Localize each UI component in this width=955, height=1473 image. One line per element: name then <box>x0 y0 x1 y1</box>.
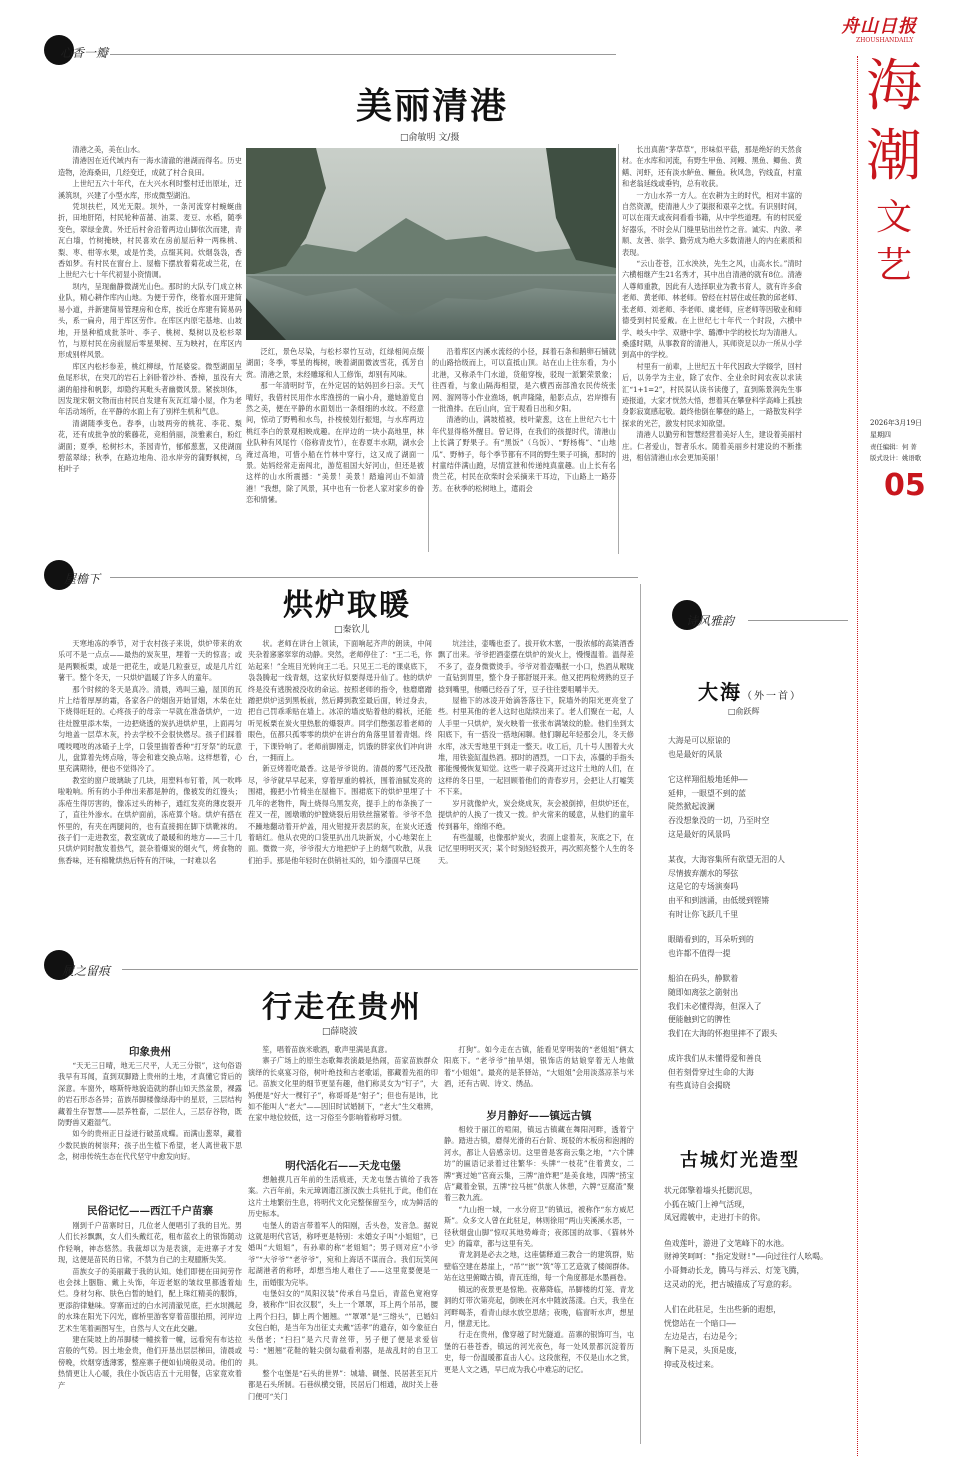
article1-column-3: 沿着库区内溪水流经的小径，踩着石条和鹅卵石铺就的山路拾级而上，可以直抵山顶。站在山上往东看，为小北港，又称杀牛门水道，货船穿梭，驳现一派繁荣景象；往西看，与象山隔海相望，是六横西南部渔农民传统张网、溜网等小作业渔场，帆声隆隆，船影点点，岩岸擦有一批渔排。在后山向，宜于观看日出和夕阳。 清港的山，满坡植被，枝叶蒙葱，这在上世纪六七十年代显得格外醒目。曾记得，在我们的孩提时代，清港山上长满了野果子。有“黑饭”（乌饭）、“野杨梅”、“山地瓜”、野柿子，每个季节都有不同的野生果子可摘，那时的村童结伴满山跑，尽情宣泄和传递纯真童趣。山上长有名贵兰花，村民在砍柴时会采摘来干耳边，下山路上一路芬芳。在秋季的松树地上，遣雨会 <box>432 347 616 493</box>
subheading-xijiang-miaozhai: 民俗记忆——西江千户苗寨 <box>87 1205 213 1217</box>
column-divider <box>618 144 619 554</box>
newspaper-logo: 舟山日报 <box>841 16 917 37</box>
newspaper-logo-en: ZHOUSHANDAILY <box>856 37 914 44</box>
article3-column-2a: 笙，唱着苗族米歌酒，歌声里满是真意。 寨子广场上的原生态歌舞表演最是热闹，苗家苗族群众演绎的长桌宴习俗，树叶绝技和古老歌谣，都藏着先祖的印记。苗族文化里的细节更显有趣，他们称灵女为“钉子”，大妈便是“好大一棵钉子”，称哥哥是“射子”；但也有是讳，比如不能叫人“老大”——因旧时试婚制下，“老大”生父难辨，在家中地位较低，这一习俗至今影响着称呼习惯。 <box>248 1045 438 1123</box>
lake-photo-illustration <box>246 148 616 340</box>
column-divider <box>640 584 641 1444</box>
article3-column-3b: 相较于丽江的喧闹，镇远古镇藏在舞阳河畔，透着宁静。踏进古镇，磨得光滑的石台阶、斑驳的木板房和泡湘的河水，都让人倍感亲切。这里曾是客商云集之地，“六个牌坊”的匾语记录着过往繁华：头牌“一枝花”住着黄女，二牌“赛过她”官商云集，三牌“油炸粑”是美食地，四牌“捞宝店”藏着金银，五牌“拉马桩”供旅人休憩，六牌“豆腐渣”聚着三教九流。 “九山抱一城，一水分府卫”的镇远，被称作“东方威尼斯”。众多文人曾在此驻足，林则徐用“两山夹溪溪水恶，一径秋烟盘山脚”惊叹其地势峰奇；夜郎国的故事、《猫林外史》的篇章，都与这里有关。 青龙洞是必去之地，这座儒释道三教合一的建筑群，贴壁临空建在悬崖上，“吊”“嵌”“筑”等工艺造就了楼阁群体。站在这里俯瞰古镇，青瓦连绵，每一个角度都是水墨画卷。 镇远的夜景更是惊艳。夜幕降临，吊脚楼的灯笼、青龙洞的灯带次第亮起，倒映在河水中随波荡漾。白天，我坐在河畔喝茶，看青山绿水放空思绪；夜晚，临窗听水声，想星月，惬意无比。 行走在贵州，像穿越了时光隧道。苗寨的银饰叮当，屯堡的石巷苍香，镇远的河光夜色，每一处风景都沉淀着历史，每一份温暖都直击人心。这段旅程，不仅是山水之赏，更是人文之遇，早已成为我心中难忘的记忆。 <box>444 1125 634 1374</box>
editor-credit: 责任编辑：何 菁 <box>870 443 917 451</box>
issue-weekday: 星期四 <box>870 431 891 439</box>
divider <box>748 620 848 621</box>
article-title-xingzou-guizhou: 行走在贵州 <box>262 990 422 1025</box>
column-divider <box>428 346 429 552</box>
section-title-wenyi-1: 文 <box>876 197 913 238</box>
article3-column-1b: 刚到千户苗寨时日，几位老人便唱引了我的目光。男人们长衫飘飘，女人们头戴红花，粗布蓝衣上的银饰随动作轻响，神态悠然。我裁却以为是表演，走进寨子才发现，这便是苗民的日常，不禁为自己的主观臆断失笑。 苗族女子的美丽藏于我的认知。她们即便在田间劳作也会抹上胭脂、戴上头饰，年迈老妪的皱纹里都透着灿烂。身材匀称、肤色白皙的她们，配上珠红精美的服饰，更添韵律魅味。穿寨而过的白水河清澈见底，拦水坝溅起的水珠在阳光下闪光，廊桥里游客穿着苗服拍照，河岸边艺术生笔着画图写生，自然与人文在此交融。 建在陡坡上的吊脚楼一幢挨着一幢，远看宛有布达拉宫般的气势。因土地金贵，他们开垦出层层梯田，清晨或傍晚，炊烟穿透薄雾，整座寨子便如仙境般灵动。他们的热情更让人心暖，我住小饭店店五十元用餐，店家竟欢着产 <box>58 1221 242 1390</box>
poem-title-suffix: （外一首） <box>742 691 802 702</box>
article2-column-2: 状。老师在讲台上领读，下面响起齐声的朗读，中间夹杂着窸窸窣窣的动静。突然，老师停住了：“王二毛，你站起来！”全班目光转向王二毛。只见王二毛的课桌底下，袅袅腾起一线青烟，这家伙好似要得逞升仙了。他的烘炉终是没有逃脱被没收的命运。按照老师的指令，他磨磨蹭蹭把烘炉送到黑板前，然后蹲到教室最后面，转过身去，把自己罚乖乖贴在墙上。冰凉的墙皮贴着他的棉袄，还能听见板栗在炭火里热胀的爆裂声。同学们憋强忍着老师的眼色，伍都只孤零零的烘炉在讲台的角落里冒着青烟。终于，下课铃响了。老师前脚刚走，饥饿的胖家伙们冲向讲台，一拥而上。 新豆烤着吃最香。这是爷爷说的。清晨的雾气还没散尽，爷爷就早早起来，穿着厚重的棉袄，围着油腻发亮的围裙，搬把小竹椅坐在屋檐下。围裙底下的烘炉里埋了十几年的老物件，陶土烧得乌黑发亮，提手上的布条换了一茬又一茬，圆墩墩的炉膛烧裂后用铁丝箍紧着。爷爷不急不躁地翻动着开炉盖，用火钳搅开表层的灰，在炭火还透着暗红。他从衣兜的口袋里扒出几块新炭，小心地架在上面。微微一亮，爷爷很大方地把炉子上的烟气吹散，从我们拍手。那是他年轻时在供销社买的，如今漆面早已斑 <box>248 639 432 865</box>
poem-title-dahai <box>698 676 802 705</box>
section-column-wuyanxia: 屋檐下 <box>64 572 101 586</box>
article-title-meili-qinggang: 美丽清港 <box>356 86 509 127</box>
article1-column-1: 清港之美，美在山水。 清港因在近代域内有一海水清澈的港湖而得名。历史造物，沧海桑田，几经变迁，成就了村合良田。 上世纪五六十年代，在大兴水利时整村迁出原址，迁溪筑坝，兴建了小型水库，形成微型湖泊。 凭坝扶栏，风光无限。坝外，一条河流穿村蜿蜒曲折，田地肝陌，村民轮种苗蔷、油菜、麦豆、水稻，随季变色，翠绿金黄。外迁后村舍沿着两边山脚依次而建，青瓦白墙，竹树掩映，村民喜欢在房前屋后种一两株桃、梨、枣、柑等水果，或是竹类，点缀其间。炊烟袅袅，香香如梦。有村民在窗台上、屋檐下摆放着菊花或兰花，在上世纪六七十年代初显小资情调。 坝内，呈现幽静微湖光山色。那时的大队专门成立林业队，精心耕作库内山地。为便于劳作，绕着水面开建简易小道，并新建简易管理房和仓库，挨近仓库建有简易码头，系一扁舟，用于库区劳作。在库区内原宅基地、山坡地，开垦种植成批茶叶、李子、桃树、梨树以及松杉翠竹，与原村民在房前屋后零星果树、互为映衬，在库区内形成别样风景。 库区内松杉参差，桃红柳绿，竹尾婆娑。微型湖面呈鱼尾形状，在突兀的岩石上斜卧着沙朴、香樟，虽没有大湖的船排和帆影，却隐约其毗头者幽微风景。紧挨坝体，因发现宋朝文物而由村民自发建有灰瓦红墙小屋，作为老年活动场所，在平静的水面上有了别样生机和气息。 清湖随季变色。春季，山坡两旁的桃花、李花、梨花，还有成批争放的紫藤花，竞相俏丽，淡雅素白，粉红湖面；夏季，松树杉木，茶园青竹，郁郁葱葱，又使湖面碧蓝翠绿；秋季，在路边地角、沿水岸旁的蒲野枫树，乌桕叶子 <box>58 145 242 474</box>
article-title-honglu-qunuan: 烘炉取暖 <box>283 588 411 623</box>
article2-column-3: 坑洼洼，壶嘴也歪了。拔开软木塞，一股浓郁的高粱酒香飘了出来。爷爷把酒壶摆在烘炉的炭火上，慢慢温着。温得差不多了，壶身微微烫手。爷爷对着壶嘴抿一小口，热酒从喉咙一直钻到胃里，整个身子都舒展开来。他又把两粒烤熟的豆子捻到嘴里，他嚼已经吞了牙，豆子往往要咀嚼半天。 屋檐下的冰凌开始滴答落往下，院墙外的阳光更亮堂了些。村里其他的老人这时也陆续出来了。老人们聚在一起，人人手里一只烘炉，炭火映着一张张布满皱纹的脸。他们坐到太阳底下，有一搭没一搭地闲聊。他们聊起年轻那会儿，冬天修水库，冰天雪地里干到走一整天。收工后，几十号人围着大火堆，用铁瓷缸温热酒。那时的酒烈，一口下去，冻僵的手指头都能慢慢恢复知觉。这些一辈子没离开过这片土地的人们，在这样的冬日里，一起回顾着他们的青春岁月，会把让人打嘘笑不下来。 岁月就像炉火，炭会烧成灰，灰会被倒掉，但烘炉还在，提烘炉的人换了一拨又一拨。炉火常来的暖意，从他们的童年传到暮年，绵绵不绝。 有些温暖，也像那炉炭火，表面上虚着灰，灰底之下，在记忆里明明灭灭；某个时刻轻轻拨开，再次照亮整个人生的冬天。 <box>438 639 634 865</box>
article-byline-2: □秦钦儿 <box>334 625 370 635</box>
page-number: 05 <box>884 468 926 503</box>
subheading-zhenyuan-guzhen: 岁月静好——镇远古镇 <box>486 1110 592 1122</box>
article3-column-3a: 打狗”。如今走在古镇，能看见穿明装的“老姐姐”俩太阳底下。“老爷爷”抽旱烟，银饰店的姑娘穿着无人地做着“小姐姐”。最亮的是茶驿站，“大姐姐”会用淡蒸凉茶与米酒，还有古砚、诗文、绣品。 <box>444 1045 634 1089</box>
poem-title-gucheng: 古城灯光造型 <box>680 1150 800 1171</box>
divider <box>110 54 616 55</box>
poem-title-text: 大海 <box>698 680 742 704</box>
subheading-yinxiang-guizhou: 印象贵州 <box>129 1046 171 1058</box>
section-column-shifeng-yayun: 诗风雅韵 <box>686 614 735 628</box>
section-column-xinxiang: 心香一瓣 <box>60 46 109 60</box>
subheading-tianlong-tunbao: 明代活化石——天龙屯堡 <box>285 1160 401 1172</box>
designer-credit: 版式设计：姚语歌 <box>870 454 922 462</box>
article1-column-2: 泛红，景色尽染，与松杉翠竹互动，红绿相间点缀湖面；冬季，零星的梅树，映着湖面微波雪花，孤芳自赏。清港之景，未经雕琢和人工修饰，却别有风味。 那一年清明时节，在外定居的姑妈回乡扫亲。天气晴好，我借村民用作水库渔捞的一扁小舟，邀她游览自然之美，便在平静的水面划出一条细细的水纹。不经意间，惊动了野鸭和水鸟，扑棱棱划行振翅，与水库两边桃红李白的景观相映成趣。在岸边的一块小高地里，林业队种有风尾竹（俗称青皮竹），在春夏丰水期，湖水会淹过高地，可惜小船在竹林中穿行，这又成了湖面一景。姑妈经常走南闯北，游览祖国大好河山，但还是被这样的山水所震撼：“美景！美景！踏遍河山不如清港！”我想，除了风景，其中也有一份老人家对家乡的眷恋和情愫。 <box>246 347 424 505</box>
divider <box>122 969 638 970</box>
article2-column-1: 天寒地冻的季节，对于农村孩子来说，烘炉带来的欢乐可不是一点点——最热的炭灰里，埋着一天的惊喜；或是两颗板栗，或是一把花生，或是几粒蚕豆，或是几片红薯干。整个冬天，一只烘炉温暖了许多人的童年。 那个时候的冬天是真冷。清晨，鸡叫三遍，屋顶的瓦片上结着厚厚的霜，各家各户的烟囱开始冒烟，木柴在灶下烧得旺旺的。心疼孩子的母亲一早就在准备烘炉，一边往灶膛里添木柴，一边把烧透的炭扒进烘炉里，上面再匀匀地盖一层草木灰，拎去学校不会很快燃尽。孩子们踩着嘎吱嘎吱的冰碴子上学，口袋里揣着香种“打牙祭”的玩意儿，盘算着先烤点啥，等会和谁交换点啥。这样想着，心里充满期待，便也不觉得冷了。 教室的窗户玻璃缺了几块，用塑料布钉着，风一吹哗啦啦响。所有的小手伸出来都是肿的，像被发的红馒头；冻疮生得厉害的，像冻过头的柿子，通红发亮的薄皮裂开了，直往外渗水。在烘炉面前，冻疮算个啥。烘炉有搭在怀里的，有夹在两腿间的，也有直接拥在脚下烘靴袜的。孩子们一走进教室，教室就成了最暖和的地方——三十几只烘炉同时散发着热气，混杂着爆炭的烟火气，烤食物的焦香味，还有棉靴烘热后特有的汗味，一时难以名 <box>58 639 242 865</box>
section-column-lvzhi-liuhen: 履之留痕 <box>62 964 111 978</box>
article3-column-1a: “天无三日晴，地无三尺平，人无三分银”，这句俗语我早有耳闻，直到双脚踏上贵州的土地，才真懂它背后的深意。车窗外，喀斯特地貌造就的群山如天然盆景，裸露的岩石形态各异；苗族吊脚楼像绿海中的星辰，三层结构藏着生存智慧——层养牲畜，二层住人，三层存谷物，既防野兽又避湿气。 如今的贵州正日益迸行破茧成蝶。而满山葱翠，藏着少数民族的树崇拜；孩子出生植下希望，老人离世栽下思念，树串传统生态在代代坚守中愈发向好。 <box>58 1061 242 1162</box>
poem-gucheng-body: 状元郎擎着墙头托腮沉思， 小狐在城门上神气活现， 凤冠霞帔中，走进打卡的你。 鱼戏莲叶，游进了文笔峰下的水池。 财神笑呵呵："指定发财!"——向过往行人吆喝。 小哥舞动长龙，腾马与祥云、灯笼飞腾， 这灵动的光，把古城描成了写意的彩。 人们在此驻足，生出些新的遐想， 恍惚站在一个暗口—— 左边是古，右边是今； 胸下是灵，头顶是废， 抑或及枝过来。 <box>664 1186 828 1369</box>
poem-author: □俞跃辉 <box>728 707 760 716</box>
section-title-haichao-1: 海 <box>866 54 922 119</box>
article1-column-4: 长出真菌“茅草草”，形味似平菇，那是绝好的天然食材。在水库和河流，有野生甲鱼、河鳗、黑鱼、鲫鱼、黄鳝、河虾，还有淡水鲈鱼、鳜鱼。秋风急，钓线直，村童和老翁延线或垂钓，总有收获。 一方山水养一方人。在农耕为主的时代，相对丰富的自然资源，使清港人少了渠报和艰辛之忧。有识别时间，可以在雨天或夜间看看书籍，从中学些道理。有的村民爱好器乐，不时会从门缝里钻出丝竹之音。诚实、内敛、孝顺、友善、崇学、勤劳成为绝大多数清港人的内在素质和表现。 “云山苍苍，江水泱泱，先生之风，山高水长。”清时六横相继产生21名秀才，其中出自清港的就有8位。清港人尊师重教，因此有人选择职业为教书育人，就有许多俞老师、黄老师、林老师。曾经在村居住或任教的邱老师、张老师、刘老师、李老师、虞老师，应老师等因敬业和师德受到村民爱戴。在上世纪七十年代一个时段，六横中学、岐头中学、双塘中学、璐潭中学的校长均为清港人。桑盛时期，从事教育的清港人，其师资足以办一所从小学到高中的学校。 村里有一前辈，上世纪五十年代因政大学辍学，回村后，以务学为主业，除了农作、全业余时间农夜以求读汇“1+1=2”，村民误认读书读傻了，直到陈景润先生事迹报道，大家才恍然大悟，想着其在攀登科学高峰上孤独身影寂寞感起敬。最终他倒在攀登的路上，一路散发科学探求的光芒，激发村民求知欲望。 清港人以勤劳和智慧经营着美好人生，建设着美丽村庄。仁者爱山，智者乐水。随着美丽乡村建设的不断推进，相信清港山水会更加美丽！ <box>622 145 802 462</box>
article-photo-lake <box>246 148 616 340</box>
divider <box>110 577 638 578</box>
article-byline-3: □薛晓波 <box>322 1027 358 1037</box>
issue-date: 2026年3月19日 <box>870 419 923 427</box>
article-byline-1: □俞敏明 文/摄 <box>400 133 460 143</box>
poem-dahai-body: 大海是可以原谅的 也是最好的风景 它这样翔徂般地延伸—— 延伸，一眼望不到的蓝 陡然掀起波澜 吞没想象没的一切，乃至时空 这是最好的风景吗 某夜，大海容集所有欲望无泪的人 尽情披弃潮水的琴弦 这是它的专场演奏吗 由平和到汹涌，由低缓到铿锵 有时让你飞跃几千里 眼睛看到的，耳朵听到的 也许都不值得一提 船泊在码头，静默着 随即如离弦之箭射出 我们未必懂得海，但深入了 便能触到它的脾性 我们在大海的怀抱里摔不了跟头 成许我们从未懂得爱和善良 但若刻骨穿过生命的大海 有些真诗自会揭晓 <box>668 736 785 1091</box>
section-title-haichao-2: 潮 <box>866 124 922 189</box>
article3-column-2b: 想触摸几百年前的生活痕迹，天龙屯堡古镇给了我答案。六百年前，朱元璋调遣江浙汉族士兵驻扎于此，他们在这片土地繁衍生息，将明代文化完整保留至今，成为鲜活的历史标本。 屯堡人的语言带着军人的阳刚，舌头卷，发音急。据说这就是明代官话，称呼更是特别：未婚女子叫“小姐姐”，已婚叫“大姐姐”，有孙辈的称“老姐姐”；男子则对应“小爷爷”“大爷爷”“老爷爷”，宛和上海话不谋而合。我们玩笑间起湖港者的称呼，却想当地人难住了——这里竟要便是一生，而婚服为完毕。 屯堡妇女的“凤阳汉装”传承自马皇后，青蓝色宽袍穿身，被称作“旧衣汉服”，头上一个罩罩，耳上两个吊吊，腰上两个扫扫，脚上两个翘翘。“”罩罩”是“三绺头”，已婚妇女包白帕，是当年为出征丈夫戴“活孝”的遗存，如今象征白头偕老；“扫扫”是六尺青丝带，另子便了便是求爱信号：“翘翘”花鞋的鞋尖倒勾截看利器，是战乱时的自卫工具。 整个屯堡是“石头的世界”：城墙、碉堡、民居甚至瓦片都是石头所制。石巷纵横交错，民居后门相通，战时关上巷门便可“关门 <box>248 1175 438 1401</box>
column-divider <box>857 56 858 1456</box>
section-title-wenyi-2: 艺 <box>876 245 913 286</box>
